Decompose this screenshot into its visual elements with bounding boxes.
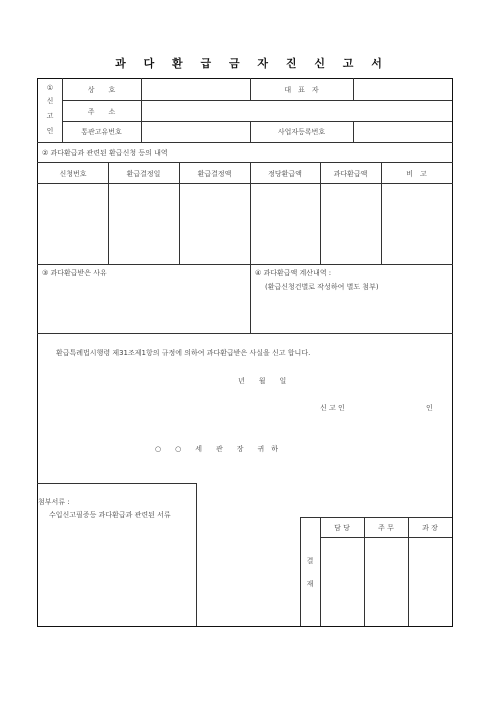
section4-note: (환급신청건별로 작성하여 별도 첨부) (265, 283, 379, 291)
approval-col-chief: 과 장 (422, 524, 438, 532)
approval-col-divider-1 (364, 517, 365, 626)
attachments-box-right (196, 483, 197, 626)
applicant-label-char-1: 신 (46, 97, 54, 105)
addressee: ○ ○ 세 관 장 귀 하 (155, 445, 279, 453)
section2-title: ② 과다환급과 관련된 환급신청 등의 내역 (42, 149, 168, 157)
col-header-excess-amount: 과다환급액 (333, 170, 368, 178)
applicant-row-divider-2 (62, 121, 452, 122)
col-header-decision-date: 환급결정일 (126, 170, 161, 178)
section3-4-bottom (37, 333, 453, 334)
applicant-header-divider (141, 78, 142, 142)
col-header-decision-amount: 환급결정액 (197, 170, 232, 178)
representative-label: 대 표 자 (284, 86, 319, 94)
business-reg-label: 사업자등록번호 (277, 128, 326, 136)
approval-label-divider (320, 517, 321, 626)
applicant-row-divider-1 (62, 100, 452, 101)
col-header-legitimate-amount: 정당환급액 (268, 170, 302, 178)
approval-box-left (300, 517, 301, 626)
approval-label-char-1: 결 (306, 557, 314, 565)
form-border-bottom (37, 626, 453, 627)
approval-box-top (300, 517, 452, 518)
approval-col-officer: 주 무 (378, 524, 394, 532)
trade-name-label: 상 호 (87, 86, 116, 94)
attachments-title: 첨부서류 : (38, 498, 70, 506)
applicant-label-char-3: 인 (46, 127, 54, 135)
applicant-label-char-2: 고 (46, 112, 54, 120)
applicant-number: ① (46, 84, 54, 92)
approval-label-char-2: 재 (306, 580, 314, 588)
approval-col-divider-2 (408, 517, 409, 626)
declaration-date: 년 월 일 (238, 377, 287, 385)
approval-header-bottom (320, 537, 452, 538)
bizreg-label-right (353, 121, 354, 142)
section3-4-divider (250, 264, 251, 333)
form-border-right (452, 78, 453, 627)
seal-mark: 인 (426, 404, 433, 412)
attachments-box-top (37, 483, 196, 484)
section2-header-bottom (37, 183, 453, 184)
declaration-statement: 환급특례법시행령 제31조제1항의 규정에 의하여 과다환급받은 사실을 신고 합니다. (56, 349, 311, 357)
reporter-label: 신 고 인 (320, 404, 345, 412)
representative-label-right (353, 78, 354, 100)
address-label: 주 소 (87, 108, 116, 116)
page-title: 과 다 환 급 금 자 진 신 고 서 (115, 57, 389, 70)
section1-bottom (37, 142, 453, 143)
form-border-top (37, 78, 453, 79)
col-header-application-no: 신청번호 (59, 170, 87, 178)
section2-title-bottom (37, 162, 453, 163)
form-border-left (37, 78, 38, 626)
section2-bottom (37, 264, 453, 265)
col-header-remarks: 비 고 (406, 170, 427, 178)
customs-id-label: 통관고유번호 (81, 128, 122, 136)
section4-title: ④ 과다환급액 계산내역 : (255, 269, 332, 277)
attachments-item: 수입신고필증등 과다환급과 관련된 서류 (49, 511, 171, 519)
approval-col-staff: 담 당 (334, 524, 350, 532)
section3-title: ③ 과다환급받은 사유 (42, 269, 107, 277)
